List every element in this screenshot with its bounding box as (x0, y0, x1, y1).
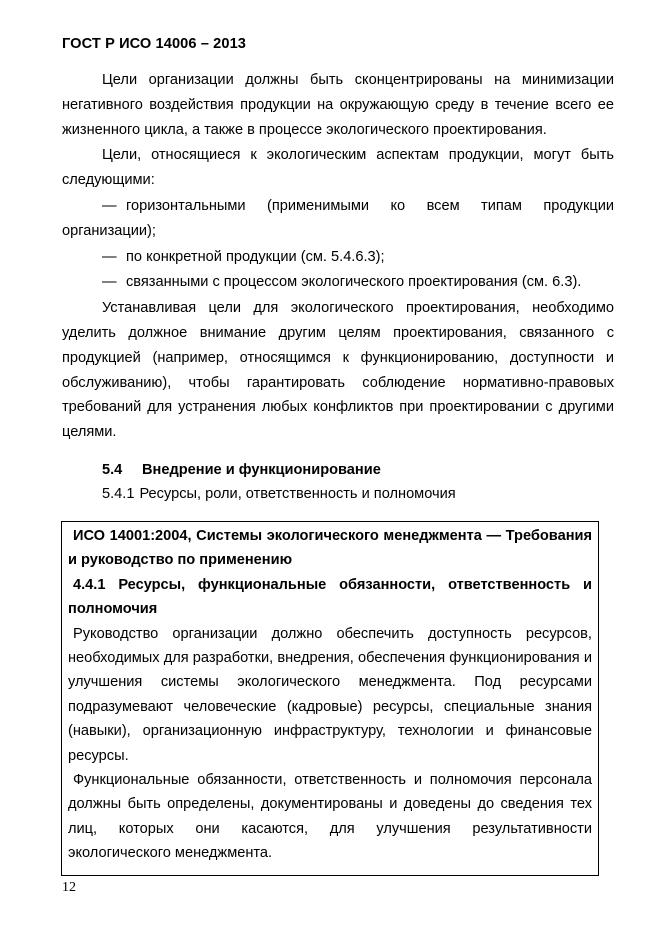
quote-paragraph-resources: Руководство организации должно обеспечить доступность ресурсов, необходимых для разработки, внедрения, обеспечения функционирования и улучшения системы экологического менеджмента. Под ресурсами подразумевают человеческие (кадровые) ресурсы, специальные знания (навыки), организационную инфраструктуру, технологии и финансовые ресурсы. (68, 625, 592, 764)
list-marker: — (102, 248, 117, 265)
quote-title: ИСО 14001:2004, Системы экологического менеджмента — Требования и руководство по применению (68, 528, 592, 569)
quote-paragraph-responsibilities: Функциональные обязанности, ответственность и полномочия персонала должны быть определены, документированы и доведены до сведения тех лиц, которых они касаются, для улучшения результативности экологического менеджмента. (68, 772, 592, 862)
section-number: 5.4 (102, 462, 123, 478)
quote-clause-heading: 4.4.1 Ресурсы, функциональные обязанности, ответственность и полномочия (68, 576, 592, 618)
paragraph-objectives-types: Цели, относящиеся к экологическим аспектам продукции, могут быть следующими: (62, 147, 614, 189)
list-marker: — (102, 197, 117, 214)
body-text (62, 68, 614, 446)
list-item-text: по конкретной продукции (см. 5.4.6.3); (126, 248, 385, 265)
iso-quote-box (61, 521, 599, 876)
section-title: Внедрение и функционирование (142, 462, 381, 478)
list-item (62, 270, 614, 295)
subsection-number: 5.4.1 (102, 486, 135, 502)
list-item (62, 194, 614, 244)
list-item-text: горизонтальными (применимыми ко всем типам продукции организации); (62, 197, 614, 239)
section-heading (102, 458, 381, 482)
page-number: 12 (62, 880, 76, 895)
subsection-heading (102, 482, 456, 506)
subsection-title: Ресурсы, роли, ответственность и полномочия (139, 486, 456, 502)
paragraph-objectives: Цели организации должны быть сконцентрированы на минимизации негативного воздействия продукции на окружающую среду в течение всего ее жизненного цикла, а также в процессе экологического проектирования. (62, 72, 614, 138)
list-item (62, 245, 614, 270)
paragraph-design-goals: Устанавливая цели для экологического проектирования, необходимо уделить должное внимание другим целям проектирования, связанного с продукцией (например, относящимся к функционированию, доступности и обслуживанию), чтобы гарантировать соблюдение нормативно-правовых требований для устранения любых конфликтов при проектировании с другими целями. (62, 300, 614, 441)
page-header: ГОСТ Р ИСО 14006 – 2013 (62, 36, 247, 52)
list-marker: — (102, 274, 117, 291)
list-item-text: связанными с процессом экологического проектирования (см. 6.3). (126, 274, 582, 291)
